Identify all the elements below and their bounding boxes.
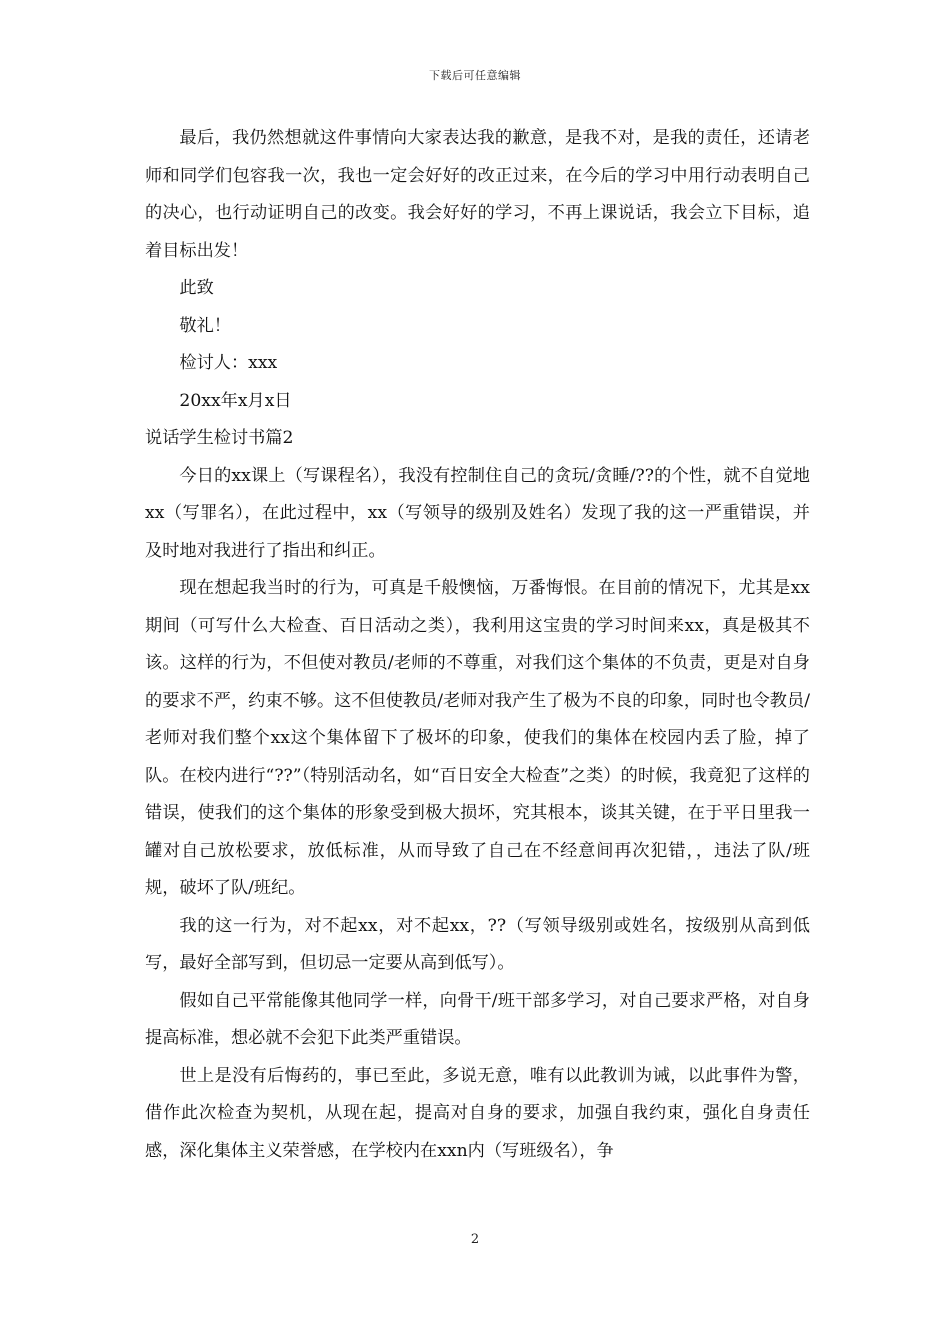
page-header: 下载后可任意编辑 bbox=[429, 69, 521, 82]
paragraph-regret: 现在想起我当时的行为，可真是千般懊恼，万番悔恨。在目前的情况下，尤其是xx期间（可写什么大检查、百日活动之类），我利用这宝贵的学习时间来xx，真是极其不该。这样的行为，不但使对教员/老师的不尊重，对我们这个集体的不负责，更是对自身的要求不严，约束不够。这不但使教员/老师对我产生了极为不良的印象，同时也令教员/老师对我们整个xx这个集体留下了极坏的印象，使我们的集体在校园内丢了脸，掉了队。在校内进行“??”（特别活动名，如“百日安全大检查”之类）的时候，我竟犯了这样的错误，使我们的这个集体的形象受到极大损坏，究其根本，谈其关键，在于平日里我一罐对自己放松要求，放低标准，从而导致了自己在不经意间再次犯错，，违法了队/班规，破坏了队/班纪。 bbox=[145, 578, 810, 898]
section-heading: 说话学生检讨书篇2 bbox=[145, 428, 294, 448]
paragraph-incident: 今日的xx课上（写课程名），我没有控制住自己的贪玩/贪睡/??的个性，就不自觉地xx（写罪名），在此过程中，xx（写领导的级别及姓名）发现了我的这一严重错误，并及时地对我进行了指出和纠正。 bbox=[145, 465, 810, 561]
document-body bbox=[145, 120, 810, 1170]
paragraph-apology-leaders: 我的这一行为，对不起xx，对不起xx，??（写领导级别或姓名，按级别从高到低写，最好全部写到，但切忌一定要从高到低写）。 bbox=[145, 915, 810, 973]
page-number: 2 bbox=[470, 1232, 480, 1247]
closing-regards: 敬礼！ bbox=[179, 315, 231, 336]
paragraph-apology: 最后，我仍然想就这件事情向大家表达我的歉意，是我不对，是我的责任，还请老师和同学们包容我一次，我也一定会好好的改正过来，在今后的学习中用行动表明自己的决心，也行动证明自己的改变。我会好好的学习，不再上课说话，我会立下目标，追着目标出发！ bbox=[145, 128, 810, 261]
paragraph-resolution: 世上是没有后悔药的，事已至此，多说无意，唯有以此教训为诫，以此事件为警，借作此次检查为契机，从现在起，提高对自身的要求，加强自我约束，强化自身责任感，深化集体主义荣誉感，在学校内在xxn内（写班级名），争 bbox=[145, 1065, 810, 1161]
date-line: 20xx年x月x日 bbox=[179, 390, 292, 411]
signature-line: 检讨人：xxx bbox=[179, 353, 278, 373]
paragraph-reflection: 假如自己平常能像其他同学一样，向骨干/班干部多学习，对自己要求严格，对自身提高标准，想必就不会犯下此类严重错误。 bbox=[145, 990, 810, 1048]
closing-salutation: 此致 bbox=[179, 278, 214, 298]
